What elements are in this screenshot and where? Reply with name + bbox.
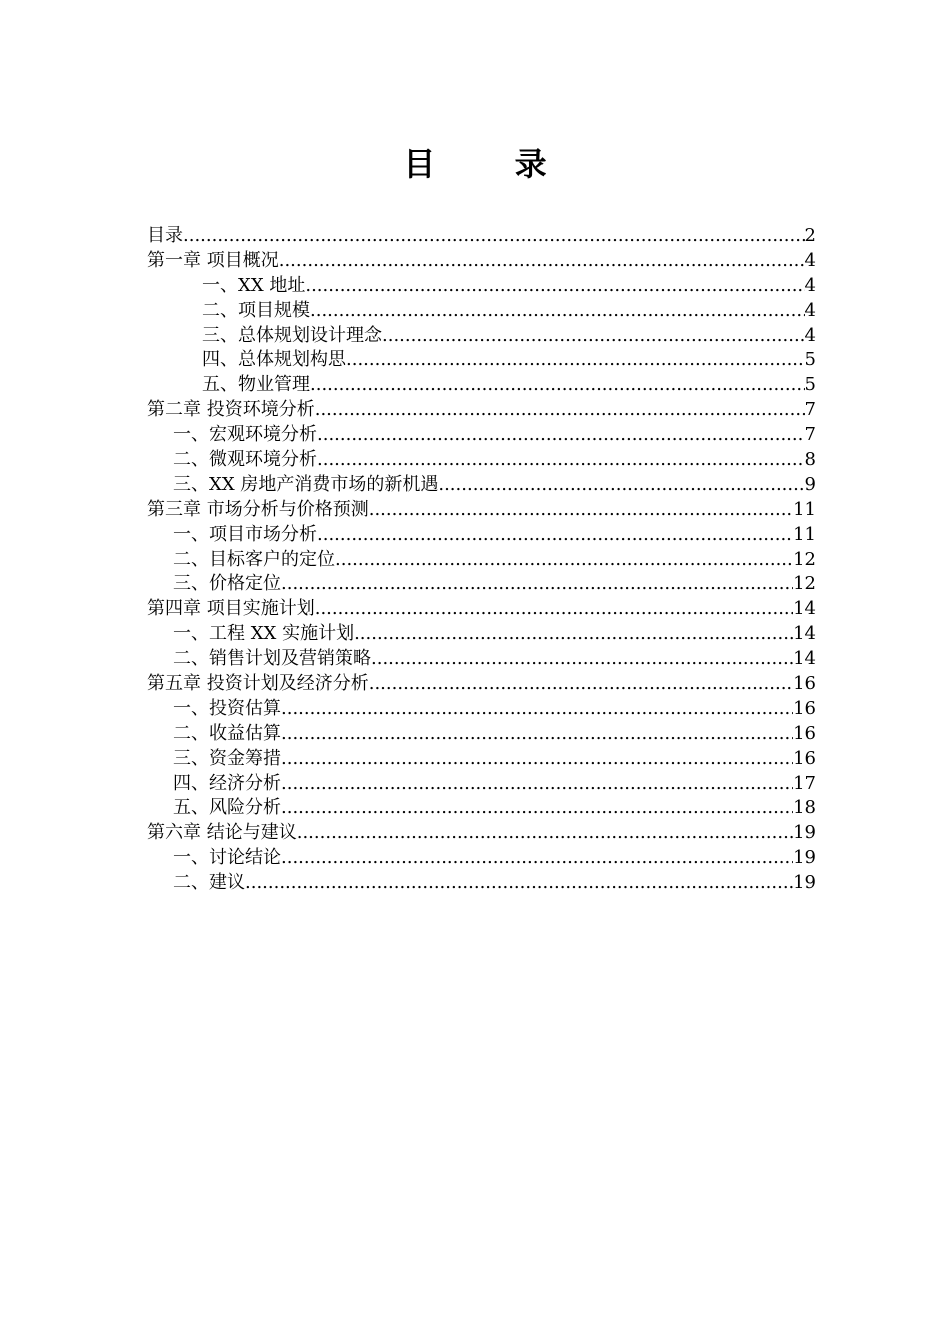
toc-dot-leader <box>183 224 805 249</box>
toc-dot-leader <box>354 622 793 647</box>
toc-entry-title: 第四章 项目实施计划 <box>147 598 315 620</box>
toc-dot-leader <box>310 373 805 398</box>
toc-entry-page-number: 16 <box>793 747 816 769</box>
toc-entry-page-number: 11 <box>793 498 816 520</box>
toc-entry[interactable] <box>147 324 816 349</box>
toc-dot-leader <box>317 448 805 473</box>
toc-entry-title: 四、经济分析 <box>173 772 281 794</box>
toc-entry-title: 第一章 项目概况 <box>147 249 279 271</box>
toc-entry[interactable] <box>147 473 816 498</box>
toc-entry-title: 第六章 结论与建议 <box>147 822 297 844</box>
toc-entry[interactable] <box>147 846 816 871</box>
toc-dot-leader <box>317 423 805 448</box>
toc-entry[interactable] <box>147 299 816 324</box>
toc-entry[interactable] <box>147 722 816 747</box>
toc-entry-page-number: 16 <box>793 722 816 744</box>
toc-entry[interactable] <box>147 423 816 448</box>
toc-entry-title: 二、销售计划及营销策略 <box>173 648 371 670</box>
toc-entry-page-number: 7 <box>804 424 816 446</box>
toc-entry-page-number: 4 <box>804 324 816 346</box>
toc-dot-leader <box>315 597 793 622</box>
toc-entry-page-number: 18 <box>793 797 816 819</box>
toc-entry[interactable] <box>147 448 816 473</box>
toc-dot-leader <box>382 324 805 349</box>
toc-entry-page-number: 5 <box>804 374 816 396</box>
toc-dot-leader <box>281 722 793 747</box>
toc-entry[interactable] <box>147 548 816 573</box>
toc-dot-leader <box>315 398 805 423</box>
toc-entry-title: 三、资金筹措 <box>173 747 281 769</box>
toc-entry-title: 三、总体规划设计理念 <box>202 324 382 346</box>
toc-entry[interactable] <box>147 697 816 722</box>
toc-dot-leader <box>305 274 804 299</box>
toc-entry-title: 第五章 投资计划及经济分析 <box>147 673 369 695</box>
toc-entry-title: 一、投资估算 <box>173 697 281 719</box>
toc-entry[interactable] <box>147 224 816 249</box>
toc-dot-leader <box>279 249 805 274</box>
toc-entry-title: 二、目标客户的定位 <box>173 548 335 570</box>
toc-dot-leader <box>335 548 793 573</box>
toc-entry-title: 一、项目市场分析 <box>173 523 317 545</box>
toc-entry[interactable] <box>147 498 816 523</box>
toc-entry-page-number: 19 <box>793 872 816 894</box>
toc-entry-title: 五、风险分析 <box>173 797 281 819</box>
toc-dot-leader <box>438 473 804 498</box>
toc-dot-leader <box>281 846 793 871</box>
toc-entry-page-number: 11 <box>793 523 816 545</box>
toc-dot-leader <box>369 672 793 697</box>
toc-entry[interactable] <box>147 348 816 373</box>
toc-dot-leader <box>346 348 805 373</box>
toc-entry-title: 三、XX 房地产消费市场的新机遇 <box>173 473 439 495</box>
toc-entry-page-number: 17 <box>793 772 816 794</box>
toc-entry-page-number: 14 <box>793 598 816 620</box>
toc-entry[interactable] <box>147 572 816 597</box>
toc-entry-title: 第三章 市场分析与价格预测 <box>147 498 369 520</box>
toc-entry-page-number: 19 <box>793 847 816 869</box>
toc-entry-page-number: 14 <box>793 623 816 645</box>
toc-dot-leader <box>369 498 793 523</box>
toc-entry-page-number: 19 <box>793 822 816 844</box>
toc-dot-leader <box>245 871 793 896</box>
toc-dot-leader <box>371 647 793 672</box>
toc-entry[interactable] <box>147 647 816 672</box>
toc-entry[interactable] <box>147 523 816 548</box>
toc-entry[interactable] <box>147 398 816 423</box>
toc-entry-page-number: 8 <box>804 449 816 471</box>
toc-entry-title: 一、讨论结论 <box>173 847 281 869</box>
table-of-contents <box>147 224 816 896</box>
toc-entry-page-number: 12 <box>793 548 816 570</box>
toc-entry-page-number: 9 <box>804 473 816 495</box>
toc-entry-page-number: 14 <box>793 648 816 670</box>
toc-entry-title: 二、收益估算 <box>173 722 281 744</box>
toc-entry-title: 四、总体规划构思 <box>202 349 346 371</box>
toc-entry-page-number: 5 <box>804 349 816 371</box>
toc-entry[interactable] <box>147 622 816 647</box>
toc-entry-title: 一、宏观环境分析 <box>173 424 317 446</box>
toc-entry-title: 一、工程 XX 实施计划 <box>173 623 355 645</box>
toc-entry-page-number: 12 <box>793 573 816 595</box>
toc-entry-title: 二、项目规模 <box>202 299 310 321</box>
toc-entry-page-number: 4 <box>804 249 816 271</box>
toc-entry-page-number: 2 <box>804 225 816 246</box>
toc-entry-title: 目录 <box>147 225 183 246</box>
toc-entry-page-number: 4 <box>804 299 816 321</box>
toc-entry-page-number: 16 <box>793 673 816 695</box>
toc-entry-title: 二、微观环境分析 <box>173 449 317 471</box>
toc-entry-title: 五、物业管理 <box>202 374 310 396</box>
toc-dot-leader <box>281 747 793 772</box>
toc-entry[interactable] <box>147 672 816 697</box>
toc-entry-page-number: 16 <box>793 697 816 719</box>
toc-entry[interactable] <box>147 747 816 772</box>
toc-dot-leader <box>281 772 793 797</box>
toc-entry[interactable] <box>147 249 816 274</box>
toc-dot-leader <box>310 299 805 324</box>
toc-entry[interactable] <box>147 373 816 398</box>
toc-dot-leader <box>281 796 793 821</box>
toc-entry-page-number: 4 <box>804 274 816 296</box>
toc-dot-leader <box>281 572 793 597</box>
page-title: 目 录 <box>403 145 581 183</box>
toc-entry-title: 二、建议 <box>173 872 245 894</box>
toc-entry[interactable] <box>147 796 816 821</box>
toc-entry[interactable] <box>147 772 816 797</box>
toc-entry-title: 三、价格定位 <box>173 573 281 595</box>
toc-entry[interactable] <box>147 871 816 896</box>
toc-dot-leader <box>281 697 793 722</box>
toc-dot-leader <box>297 821 793 846</box>
toc-entry-page-number: 7 <box>804 399 816 421</box>
toc-entry-title: 一、XX 地址 <box>202 274 306 296</box>
toc-entry[interactable] <box>147 821 816 846</box>
toc-dot-leader <box>317 523 793 548</box>
toc-entry[interactable] <box>147 597 816 622</box>
toc-entry[interactable] <box>147 274 816 299</box>
toc-entry-title: 第二章 投资环境分析 <box>147 399 315 421</box>
